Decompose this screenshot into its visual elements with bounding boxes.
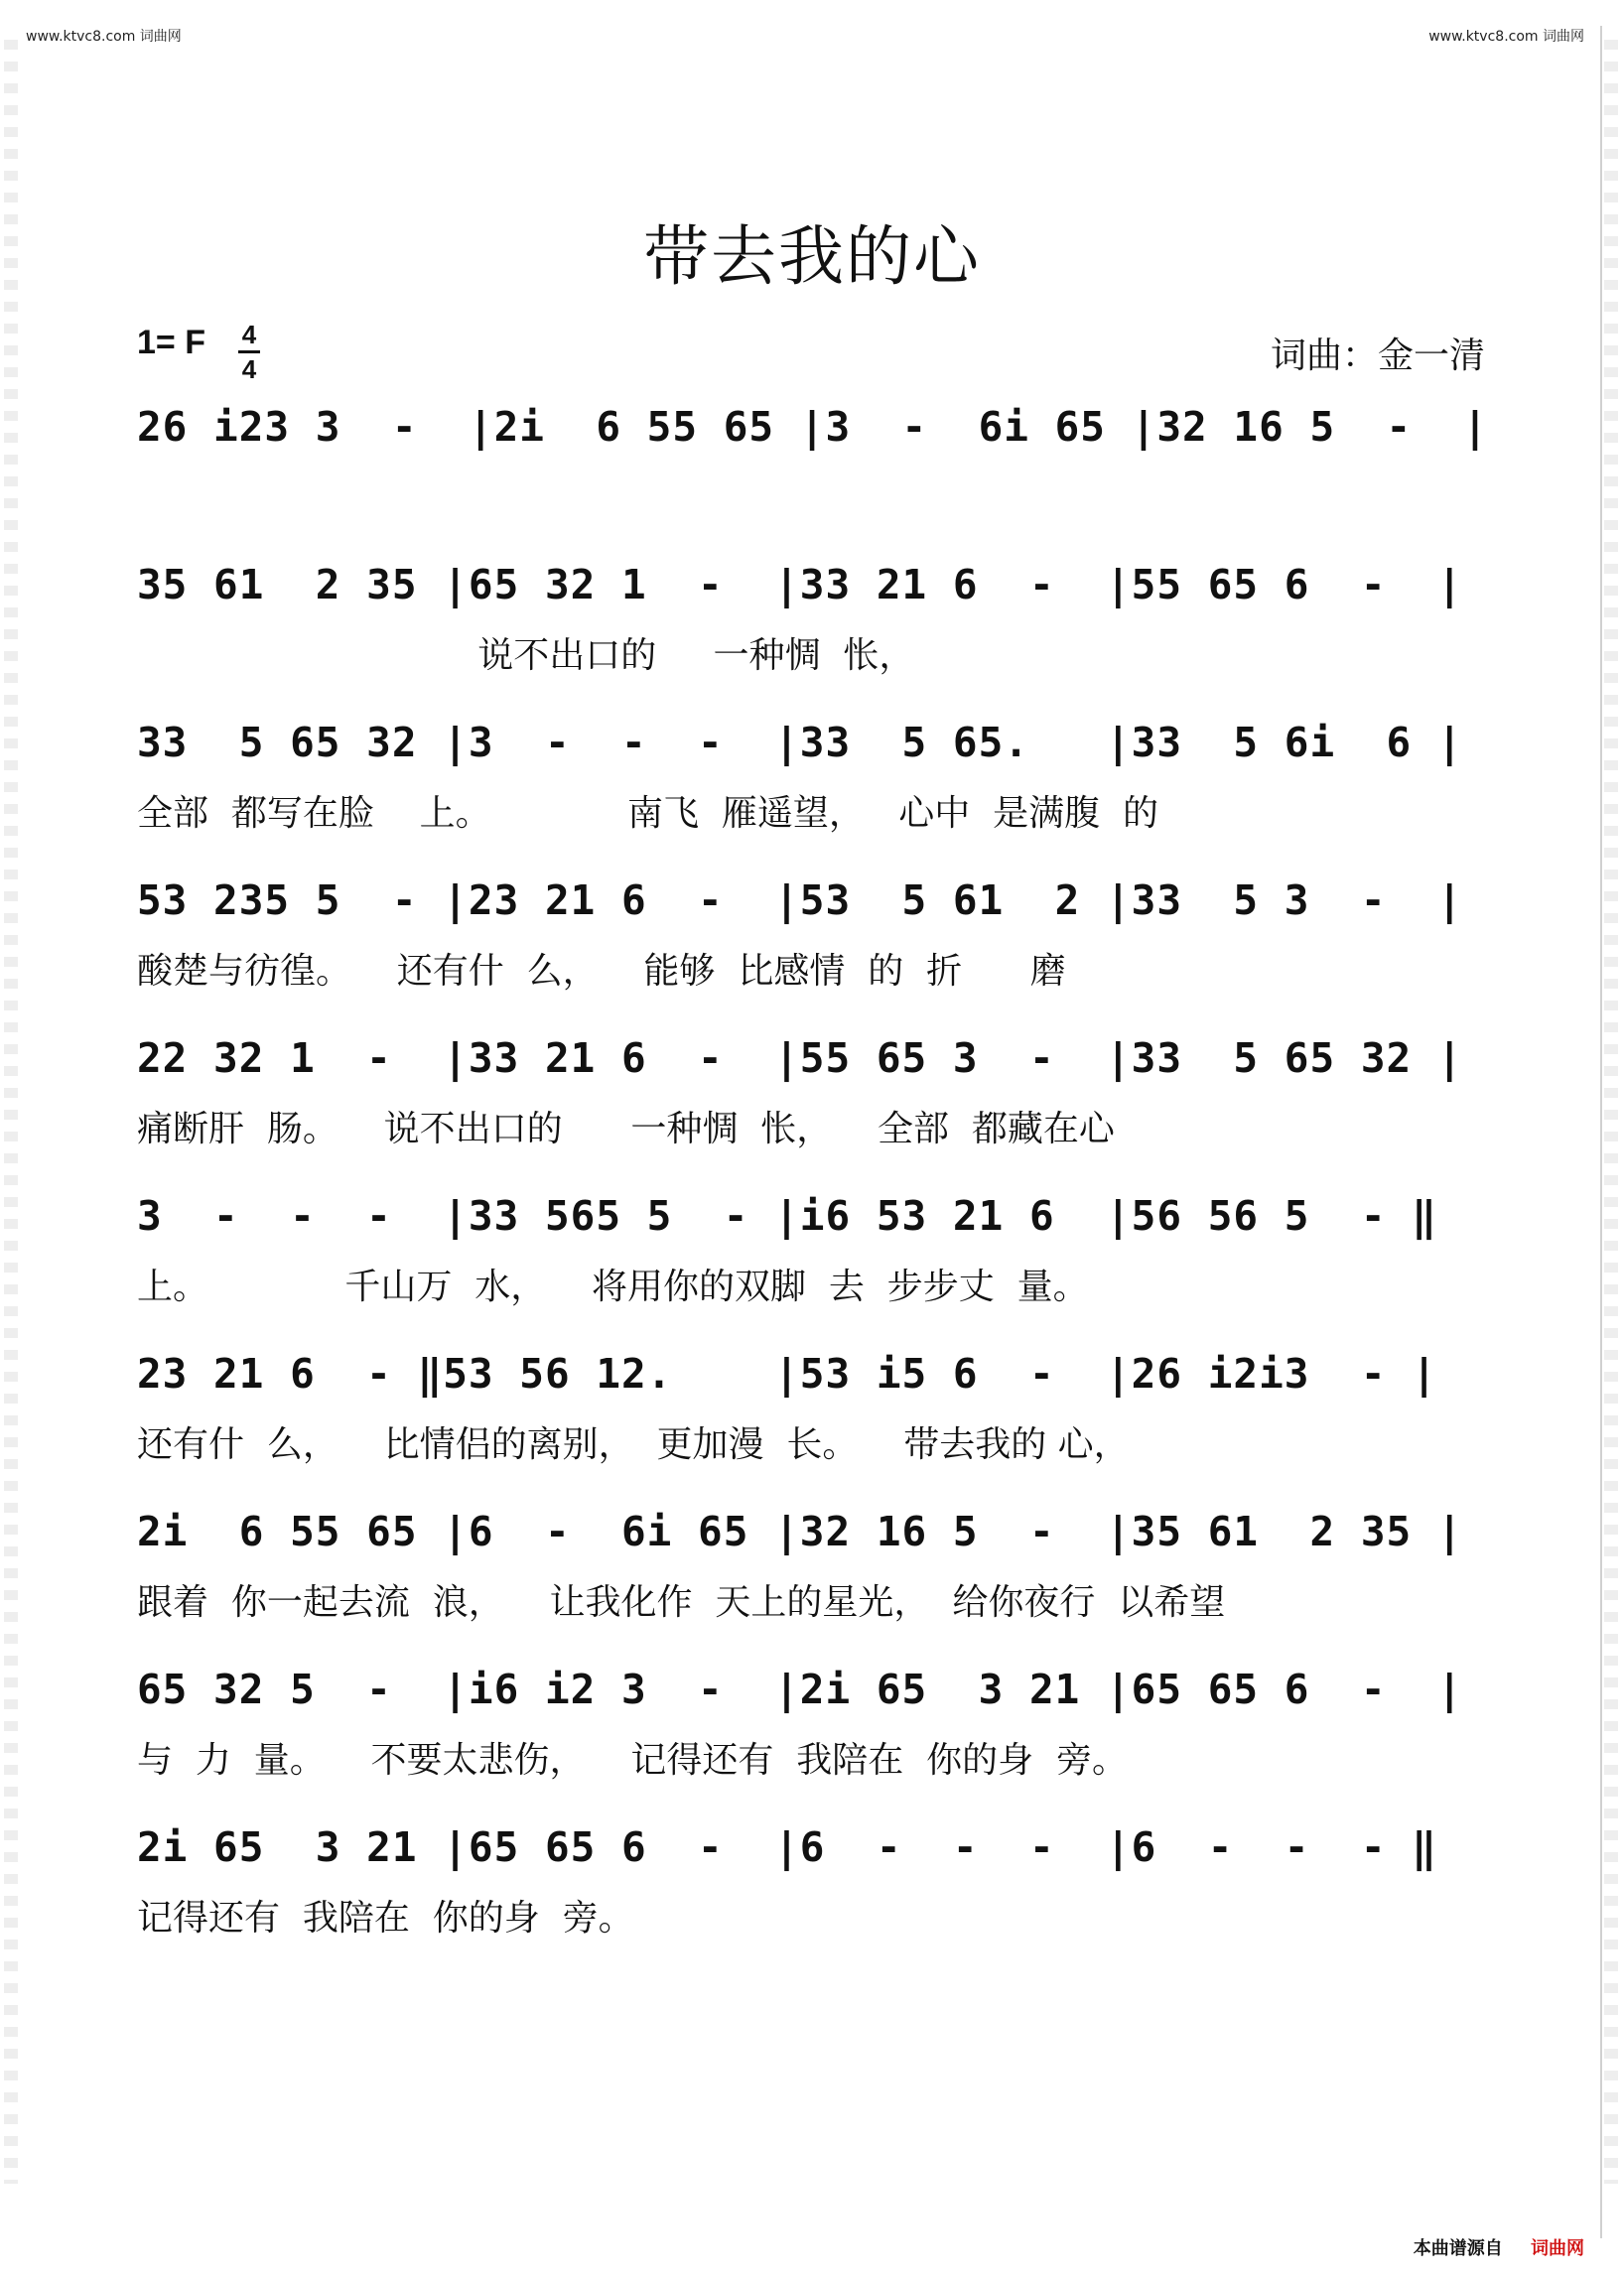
footer-credit [1414, 2234, 1584, 2260]
time-signature [238, 320, 260, 384]
notation-line: 53 235 5 - |23 21 6 - |53 5 61 2 |33 5 3 - | [137, 876, 1463, 924]
score-system-7 [137, 1339, 1497, 1497]
score [137, 392, 1497, 1970]
time-signature-bar [238, 350, 260, 353]
time-signature-top: 4 [241, 320, 257, 349]
key-signature: 1= F [137, 324, 205, 361]
notation-line: 2i 6 55 65 |6 - 6i 65 |32 16 5 - |35 61 2 35 | [137, 1508, 1463, 1555]
lyric-line: 记得还有 我陪在 你的身 旁。 [137, 1898, 634, 1939]
notation-line: 65 32 5 - |i6 i2 3 - |2i 65 3 21 |65 65 6 - | [137, 1666, 1463, 1713]
score-system-9 [137, 1655, 1497, 1812]
score-system-8 [137, 1497, 1497, 1655]
lyric-line: 说不出口的 一种惆 怅， [137, 635, 915, 676]
score-system-6 [137, 1181, 1497, 1339]
side-watermark-strip-right [1604, 40, 1618, 2184]
lyric-line: 上。 千山万 水， 将用你的双脚 去 步步丈 量。 [137, 1267, 1089, 1307]
lyric-line: 与 力 量。 不要太悲伤， 记得还有 我陪在 你的身 旁。 [137, 1740, 1128, 1781]
score-system-1 [137, 392, 1497, 550]
lyric-line: 还有什 么， 比情侣的离别， 更加漫 长。 带去我的 心， [137, 1424, 1130, 1465]
lyric-line: 痛断肝 肠。 说不出口的 一种惆 怅， 全部 都藏在心 [137, 1109, 1115, 1149]
score-system-4 [137, 866, 1497, 1023]
side-watermark-strip-left [4, 40, 18, 2184]
footer-brand-link[interactable]: 词曲网 [1531, 2238, 1584, 2259]
notation-line: 33 5 65 32 |3 - - - |33 5 65. |33 5 6i 6 | [137, 719, 1463, 766]
page-edge-rule [1600, 26, 1602, 2238]
header-right-watermark: www.ktvc8.com 词曲网 [1428, 29, 1584, 45]
header-left-watermark: www.ktvc8.com 词曲网 [26, 29, 182, 45]
notation-line: 2i 65 3 21 |65 65 6 - |6 - - - |6 - - - ‖ [137, 1823, 1437, 1871]
score-system-3 [137, 708, 1497, 866]
score-system-2 [137, 550, 1497, 708]
notation-line: 23 21 6 - ‖53 56 12. |53 i5 6 - |26 i2i3 - | [137, 1350, 1437, 1398]
footer-source-text: 本曲谱源自 [1413, 2238, 1503, 2259]
song-title: 带去我的心 [643, 218, 981, 295]
notation-line: 26 i23 3 - |2i 6 55 65 |3 - 6i 65 |32 16 5 - | [137, 403, 1489, 451]
composer-credit: 词曲：金一清 [1270, 335, 1485, 376]
lyric-line: 酸楚与彷徨。 还有什 么， 能够 比感情 的 折 磨 [137, 951, 1066, 992]
lyric-line: 全部 都写在脸 上。 南飞 雁遥望， 心中 是满腹 的 [137, 793, 1158, 834]
notation-line: 3 - - - |33 565 5 - |i6 53 21 6 |56 56 5 - ‖ [137, 1192, 1437, 1240]
score-system-10 [137, 1812, 1497, 1970]
score-system-5 [137, 1023, 1497, 1181]
notation-line: 22 32 1 - |33 21 6 - |55 65 3 - |33 5 65 32 | [137, 1034, 1463, 1082]
time-signature-bottom: 4 [241, 354, 257, 384]
notation-line: 35 61 2 35 |65 32 1 - |33 21 6 - |55 65 6 - | [137, 561, 1463, 608]
lyric-line: 跟着 你一起去流 浪， 让我化作 天上的星光， 给你夜行 以希望 [137, 1582, 1226, 1623]
